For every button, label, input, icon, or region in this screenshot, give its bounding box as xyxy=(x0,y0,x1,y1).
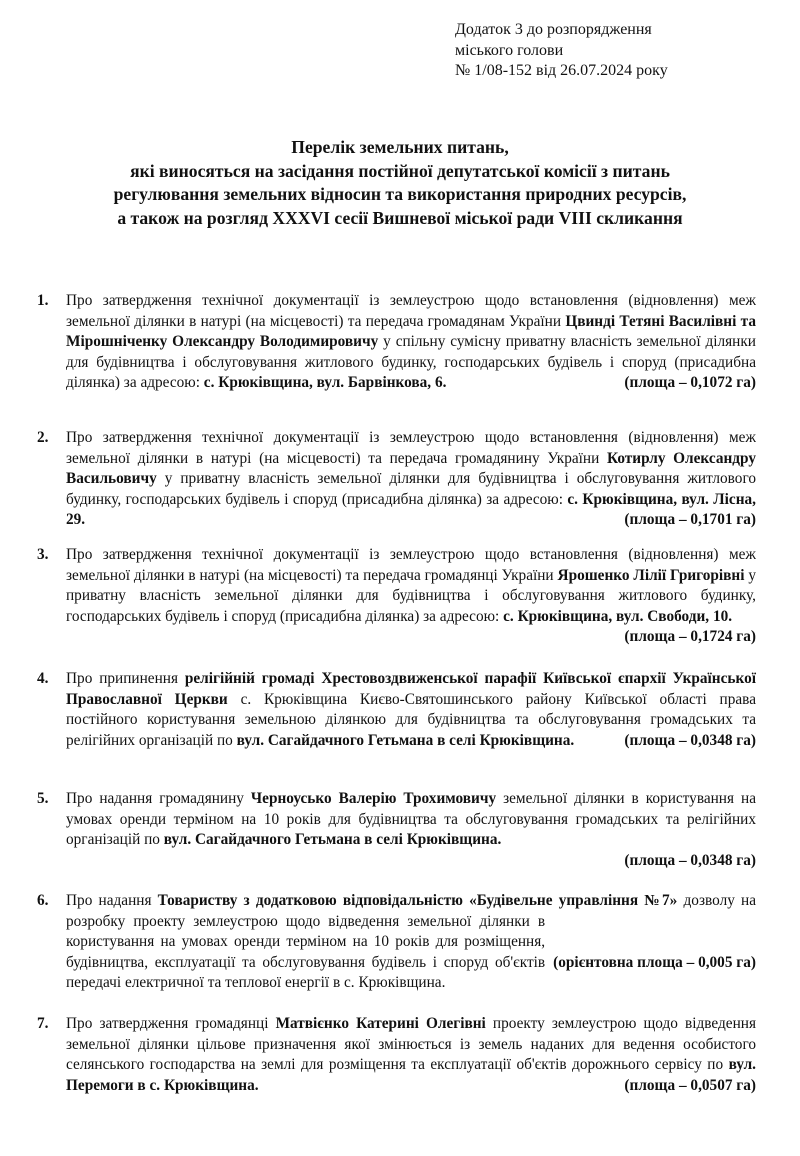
item-address: вул. Сагайдачного Гетьмана в селі Крюківщина. xyxy=(236,731,575,749)
item-text-cont: земельної ділянки в користування на умовах оренди терміном на 10 років для будівництва та обслуговування громадських та релігійних організацій по xyxy=(66,790,756,849)
item-text: Про затвердження громадянці xyxy=(66,1015,276,1032)
title-line-1: Перелік земельних питань, xyxy=(291,137,509,157)
item-text-cont: у приватну власність земельної ділянки для будівництва і обслуговування житлового будинку, господарських будівель і споруд (присадибна ділянка) за адресою: xyxy=(66,470,756,508)
addendum-line-1: Додаток 3 до розпорядження xyxy=(455,21,652,38)
list-item-3 xyxy=(37,545,757,648)
item-address: с. Крюківщина, вул. Свободи, 10. xyxy=(503,607,733,625)
list-item-6 xyxy=(37,891,757,994)
item-number: 5. xyxy=(37,790,49,807)
addendum-line-3: № 1/08-152 від 26.07.2024 року xyxy=(455,62,668,79)
item-text: Про затвердження технічної документації із землеустрою щодо встановлення (відновлення) меж земельної ділянки в натурі (на місцевості) та передача громадянину України xyxy=(66,429,756,467)
item-person: Матвієнко Катерині Олегівні xyxy=(275,1015,486,1032)
item-number: 2. xyxy=(37,429,49,446)
item-text: Про надання xyxy=(66,892,158,909)
item-area: (площа – 0,0348 га) xyxy=(624,851,756,869)
document-title xyxy=(30,136,770,230)
item-area: (площа – 0,1701 га) xyxy=(624,511,756,529)
item-person: Цвинді Тетяні Василівні та Мірошніченку Олександру Володимировичу xyxy=(66,312,756,351)
item-number: 1. xyxy=(37,292,49,309)
item-text-cont: проекту землеустрою щодо відведення земельної ділянки цільове призначення якої змінюється із земель наданих для ведення особистого селянського господарства на землі для розміщення та експлуатації об'єктів дорожнього сервісу по xyxy=(66,1015,756,1074)
item-area: (площа – 0,0507 га) xyxy=(624,1076,756,1094)
title-line-2: які виносяться на засідання постійної депутатської комісії з питань xyxy=(130,160,670,181)
list-item-2 xyxy=(37,428,756,531)
item-organization: Товариству з додатковою відповідальністю «Будівельне управління №7» xyxy=(157,892,678,909)
list-item-4 xyxy=(37,669,756,751)
title-line-4: а також на розгляд XXXVI сесії Вишневої міської ради VIII скликання xyxy=(117,207,683,228)
item-number: 7. xyxy=(37,1015,49,1032)
item-number: 3. xyxy=(37,546,49,563)
item-text-cont: с. Крюківщина Києво-Святошинського району Київської області права постійного користування земельною ділянкою для будівництва та обслуговування громадських та релігійних організацій по xyxy=(66,690,756,749)
item-person: Черноусько Валерію Трохимовичу xyxy=(250,790,497,807)
title-line-3: регулювання земельних відносин та використання природних ресурсів, xyxy=(113,184,687,204)
item-organization: релігійній громаді Хрестовоздвиженської парафії Київської єпархії Української Православної Церкви xyxy=(66,670,756,708)
item-area: (орієнтовна площа – 0,005 га) xyxy=(553,953,756,971)
list-item-5 xyxy=(37,789,756,871)
item-address: вул. Перемоги в с. Крюківщина. xyxy=(66,1056,756,1094)
item-person: Ярошенко Лілії Григорівні xyxy=(557,566,745,584)
addendum-line-2: міського голови xyxy=(455,41,564,59)
item-area: (площа – 0,1072 га) xyxy=(624,374,756,392)
item-text-cont: у приватну власність земельної ділянки для будівництва і обслуговування житлового будинку, господарських будівель і споруд (присадибна ділянка) за адресою: xyxy=(66,566,757,625)
item-text: Про надання громадянину xyxy=(66,790,251,807)
item-text-cont: дозволу на розробку проекту землеустрою щодо відведення земельної ділянки в користування на умовах оренди терміном на 10 років для розміщення, будівництва, експлуатації та обслуговування будівель і споруд об'єктів передачі електричної та теплової енергії в с. Крюківщина. xyxy=(66,892,757,992)
item-text-cont: у спільну сумісну приватну власність земельної ділянки для будівництва і обслуговування житлового будинку, господарських будівель і споруд (присадибна ділянка) за адресою: xyxy=(66,333,756,392)
item-area: (площа – 0,1724 га) xyxy=(624,628,756,646)
list-item-7 xyxy=(37,1014,756,1096)
list-item-1 xyxy=(37,291,756,394)
item-number: 6. xyxy=(37,892,49,909)
item-address: с. Крюківщина, вул. Лісна, 29. xyxy=(66,490,756,529)
item-text: Про затвердження технічної документації із землеустрою щодо встановлення (відновлення) меж земельної ділянки в натурі (на місцевості) та передача громадянці України xyxy=(66,546,756,584)
item-text: Про припинення xyxy=(66,670,185,687)
item-text: Про затвердження технічної документації із землеустрою щодо встановлення (відновлення) меж земельної ділянки в натурі (на місцевості) та передача громадянам України xyxy=(66,292,756,330)
item-address: вул. Сагайдачного Гетьмана в селі Крюківщина. xyxy=(163,831,502,849)
item-address: с. Крюківщина, вул. Барвінкова, 6. xyxy=(203,374,447,392)
item-number: 4. xyxy=(37,670,49,687)
addendum-header xyxy=(455,20,785,82)
item-person: Котирлу Олександру Васильовичу xyxy=(66,449,756,488)
item-area: (площа – 0,0348 га) xyxy=(624,731,756,749)
